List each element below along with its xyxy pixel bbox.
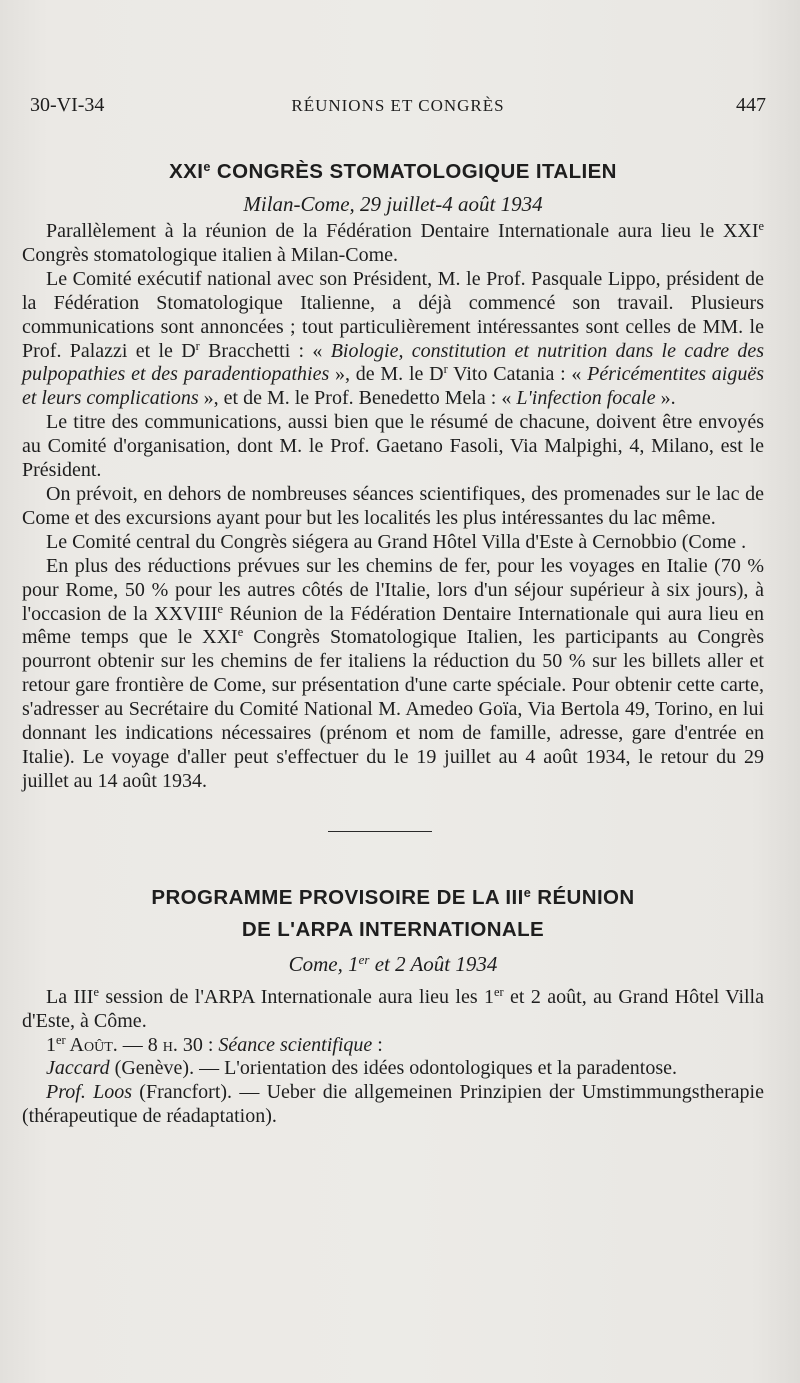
paragraph: Le Comité exécutif national avec son Président, M. le Prof. Pasquale Lippo, président de la Fédération Stomatologique Italienne, a déjà commencé son travail. Plusieurs communications sont annoncées ; tout particulièrement intéressantes sont celles de MM. le Prof. Palazzi et le $D^r$ Bracchetti : « Biologie, constitution et nutrition dans le cadre des pulpopathies et des paradentiopathies », de M. le $D^r$ Vito Catania : « Péricémentites aiguës et leurs complications », et de M. le Prof. Benedetto Mela : « L'infection focale ».	[22, 267, 765, 410]
divider-rule	[328, 831, 432, 832]
page-number: 447	[736, 94, 766, 116]
running-header	[30, 94, 766, 124]
paragraph: Le titre des communications, aussi bien que le résumé de chacune, doivent être envoyés au Comité d'organisation, dont M. le Prof. Gaetano Fasoli, Via Malpighi, 4, Milano, est le Président.	[22, 411, 764, 482]
article-subtitle: Milan-Come, 29 juillet-4 août 1934	[243, 192, 543, 216]
article-subtitle: Come, 1er et 2 Août 1934	[288, 951, 498, 976]
article-congres-stomatologique	[22, 156, 764, 794]
paragraph: Parallèlement à la réunion de la Fédération Dentaire Internationale aura lieu le XXIe Congrès stomatologique italien à Milan-Come.	[22, 219, 764, 266]
article-title: PROGRAMME PROVISOIRE DE LA IIIe RÉUNION DE L'ARPA INTERNATIONALE	[151, 884, 635, 941]
paragraph: Le Comité central du Congrès siégera au Grand Hôtel Villa d'Este à Cernobbio (Come .	[46, 530, 747, 553]
article-title: XXIe CONGRÈS STOMATOLOGIQUE ITALIEN	[169, 159, 617, 183]
section-divider	[22, 794, 764, 882]
program-item: Jaccard (Genève). — L'orientation des idées odontologiques et la paradentose.	[46, 1057, 677, 1080]
program-item: Prof. Loos (Francfort). — Ueber die allgemeinen Prinzipien der Umstimmungstherapie (thérapeutique de réadaptation).	[22, 1081, 764, 1128]
paragraph: On prévoit, en dehors de nombreuses séances scientifiques, des promenades sur le lac de Come et des excursions ayant pour but les localités les plus intéressantes du lac même.	[22, 482, 764, 529]
article-programme-arpa	[22, 882, 764, 1129]
paragraph: En plus des réductions prévues sur les chemins de fer, pour les voyages en Italie (70 % pour Rome, 50 % pour les autres côtés de l'Italie, lors d'un séjour supérieur à six jours), à l'occasion de la XXVIIIe Réunion de la Fédération Dentaire Internationale qui aura lieu en même temps que le XXIe Congrès Stomatologique Italien, les participants au Congrès pourront obtenir sur les chemins de fer italiens la réduction du 50 % sur les billets aller et retour gare frontière de Come, sur présentation d'une carte spéciale. Pour obtenir cette carte, s'adresser au Secrétaire du Comité National M. Amedeo Goïa, Via Bertola 49, Torino, en lui donnant les indications nécessaires (prénom et nom de famille, adresse, gare d'entrée en Italie). Le voyage d'aller peut s'effectuer du le 19 juillet au 4 août 1934, le retour du 29 juillet au 14 août 1934.	[22, 554, 765, 792]
header-date: 30-VI-34	[30, 94, 105, 116]
paragraph: La IIIe session de l'ARPA Internationale aura lieu les 1er et 2 août, au Grand Hôtel Villa d'Este, à Côme.	[22, 984, 764, 1032]
schedule-line: 1er Août. — 8 h. 30 : Séance scientifique :	[46, 1032, 383, 1056]
page-content	[22, 156, 764, 1129]
header-section: RÉUNIONS ET CONGRÈS	[291, 96, 505, 115]
